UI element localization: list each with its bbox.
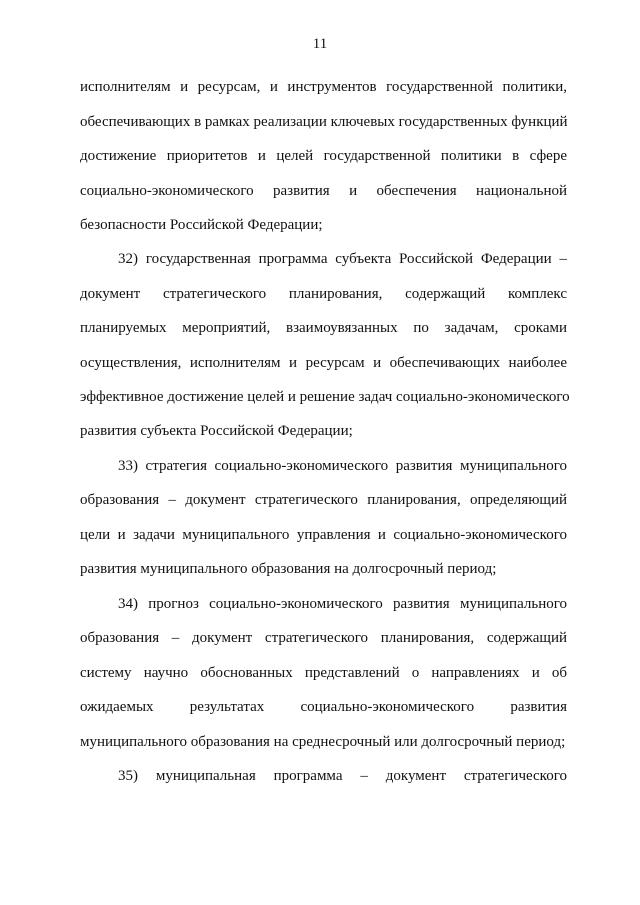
text-line: развития муниципального образования на долгосрочный период; — [80, 561, 497, 577]
page-number: 11 — [312, 36, 328, 52]
text-line: безопасности Российской Федерации; — [80, 217, 323, 233]
text-line: эффективное достижение целей и решение задач социально-экономического — [80, 389, 570, 405]
text-line: исполнителям и ресурсам, и инструментов государственной политики, — [80, 79, 567, 95]
text-line: ожидаемых результатах социально-экономического развития — [80, 699, 567, 715]
text-line: систему научно обоснованных представлений о направлениях и об — [80, 665, 567, 681]
text-line: 33) стратегия социально-экономического развития муниципального — [118, 458, 567, 474]
text-line: социально-экономического развития и обеспечения национальной — [80, 183, 567, 199]
text-line: 34) прогноз социально-экономического развития муниципального — [118, 596, 567, 612]
text-line: планируемых мероприятий, взаимоувязанных по задачам, сроками — [80, 320, 567, 336]
text-line: обеспечивающих в рамках реализации ключевых государственных функций — [80, 114, 568, 130]
text-line: образования – документ стратегического планирования, содержащий — [80, 630, 567, 646]
text-line: документ стратегического планирования, содержащий комплекс — [80, 286, 567, 302]
text-line: муниципального образования на среднесрочный или долгосрочный период; — [80, 734, 566, 750]
text-line: цели и задачи муниципального управления и социально-экономического — [80, 527, 567, 543]
text-line: развития субъекта Российской Федерации; — [80, 423, 353, 439]
text-line: 32) государственная программа субъекта Российской Федерации – — [118, 251, 567, 267]
text-line: образования – документ стратегического планирования, определяющий — [80, 492, 567, 508]
text-line: достижение приоритетов и целей государственной политики в сфере — [80, 148, 567, 164]
text-line: 35) муниципальная программа – документ стратегического — [118, 768, 567, 784]
text-line: осуществления, исполнителям и ресурсам и обеспечивающих наиболее — [80, 355, 567, 371]
